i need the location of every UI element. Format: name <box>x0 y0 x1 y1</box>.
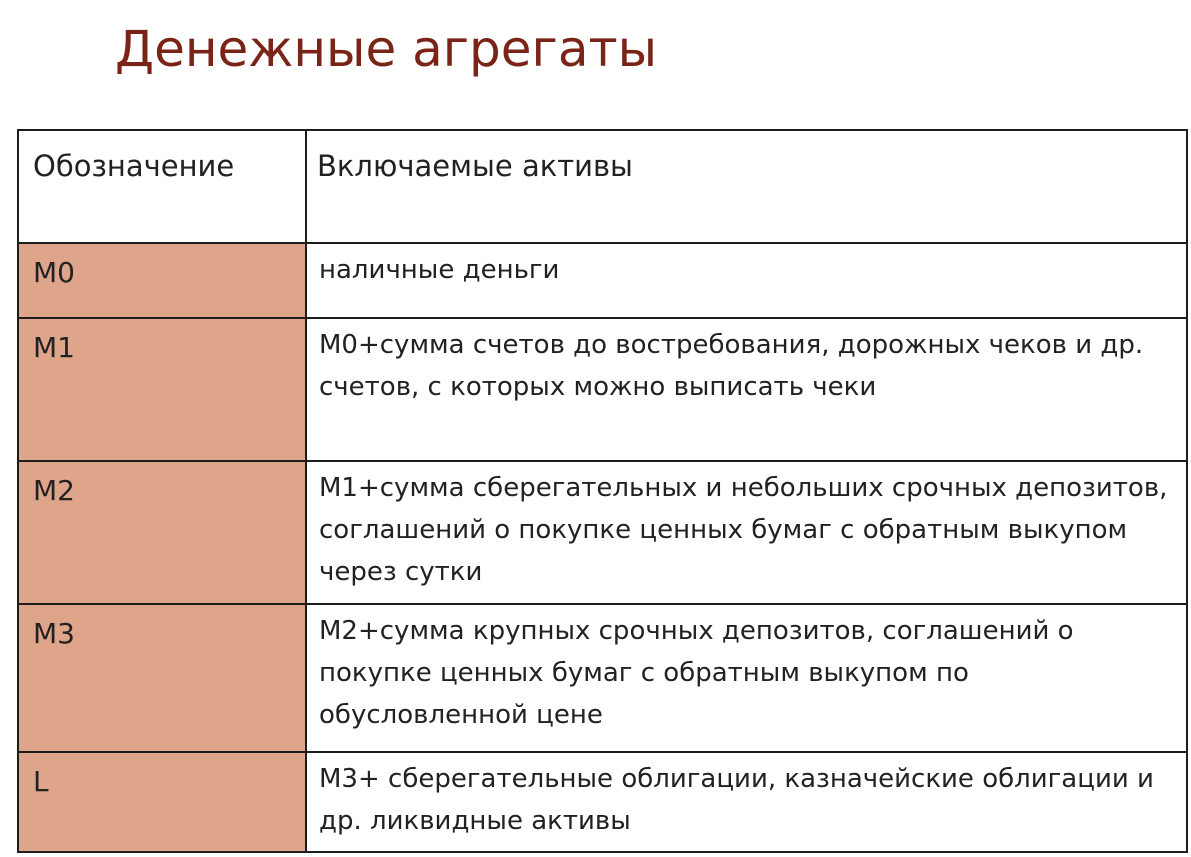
aggregate-code: L <box>18 752 306 852</box>
table-row <box>18 461 1187 604</box>
table-row <box>18 752 1187 852</box>
table-row <box>18 604 1187 752</box>
aggregate-assets: наличные деньги <box>306 243 1187 318</box>
aggregate-assets: М1+сумма сберегательных и небольших срочных депозитов, соглашений о покупке ценных бумаг с обратным выкупом через сутки <box>306 461 1187 604</box>
aggregate-code: M1 <box>18 318 306 461</box>
aggregate-code: M0 <box>18 243 306 318</box>
aggregate-assets: М2+сумма крупных срочных депозитов, соглашений о покупке ценных бумаг с обратным выкупом по обусловленной цене <box>306 604 1187 752</box>
page-title: Денежные агрегаты <box>115 20 658 78</box>
table-row <box>18 243 1187 318</box>
aggregate-assets: М0+сумма счетов до востребования, дорожных чеков и др. счетов, с которых можно выписать чеки <box>306 318 1187 461</box>
aggregate-code: M2 <box>18 461 306 604</box>
table-header-row <box>18 130 1187 243</box>
header-code: Обозначение <box>18 130 306 243</box>
table-row <box>18 318 1187 461</box>
aggregate-assets: М3+ сберегательные облигации, казначейские облигации и др. ликвидные активы <box>306 752 1187 852</box>
aggregate-code: M3 <box>18 604 306 752</box>
header-assets: Включаемые активы <box>306 130 1187 243</box>
monetary-aggregates-table <box>17 129 1188 853</box>
